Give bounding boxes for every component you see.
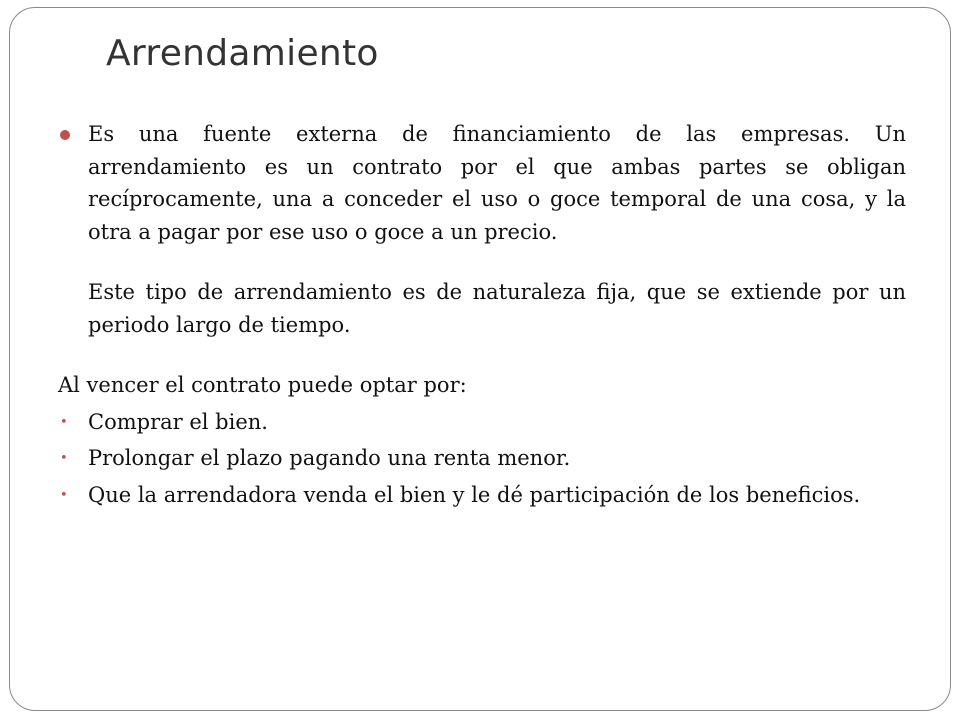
filled-circle-bullet-icon [60,130,70,140]
characteristic-paragraph: Este tipo de arrendamiento es de naturaleza fija, que se extiende por un periodo largo de tiempo. [88,280,906,337]
option-text: Que la arrendadora venda el bien y le dé participación de los beneficios. [88,482,861,507]
option-text: Comprar el bien. [88,409,268,434]
definition-text: Es una fuente externa de financiamiento de las empresas. Un arrendamiento es un contrato por el que ambas partes se obligan recíprocamente, una a conceder el uso o goce temporal de una cosa, y la otra a pagar por ese uso o goce a un precio. [88,122,906,244]
list-item [58,442,906,475]
slide-body [58,118,906,515]
definition-paragraph [58,118,906,248]
list-item [58,479,906,512]
dot-bullet-icon: • [60,487,68,503]
options-list [58,406,906,512]
dot-bullet-icon: • [60,451,68,466]
option-text: Prolongar el plazo pagando una renta menor. [88,446,571,470]
options-intro: Al vencer el contrato puede optar por: [58,373,467,397]
slide-title: Arrendamiento [106,33,379,74]
dot-bullet-icon: • [60,414,68,430]
list-item [58,406,906,439]
